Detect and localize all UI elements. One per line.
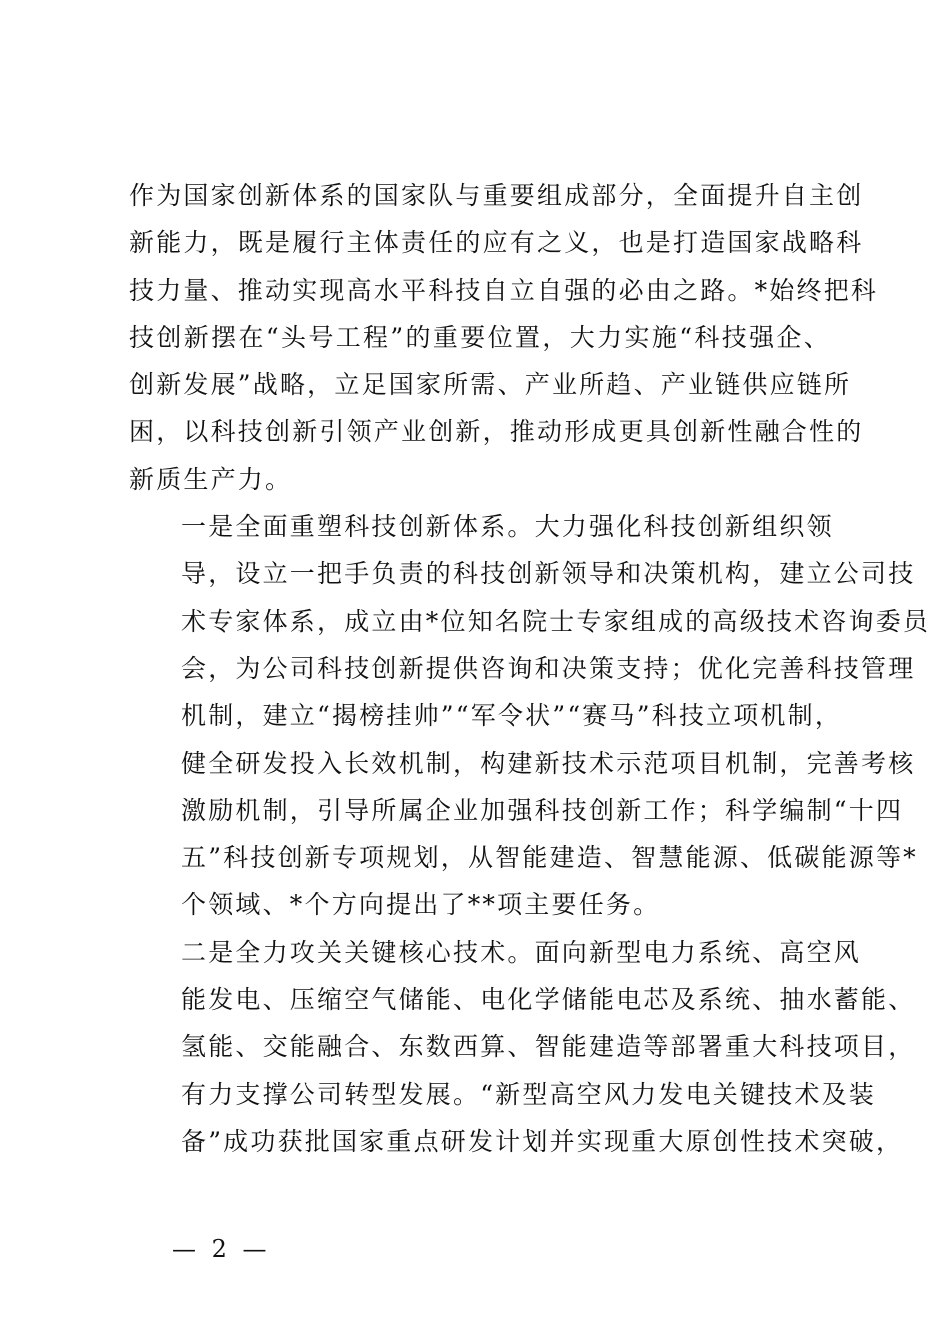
text-line: 五”科技创新专项规划，从智能建造、智慧能源、低碳能源等* xyxy=(181,843,918,873)
text-line: 困，以科技创新引领产业创新，推动形成更具创新性融合性的 xyxy=(129,417,864,447)
text-line: 作为国家创新体系的国家队与重要组成部分，全面提升自主创 xyxy=(129,181,864,210)
text-line: 健全研发投入长效机制，构建新技术示范项目机制，完善考核 xyxy=(181,748,916,778)
text-line: 创新发展”战略，立足国家所需、产业所趋、产业链供应链所 xyxy=(129,370,852,400)
text-line: 技力量、推动实现高水平科技自立自强的必由之路。*始终把科 xyxy=(129,275,879,305)
text-line: 技创新摆在“头号工程”的重要位置，大力实施“科技强企、 xyxy=(129,322,831,352)
paragraph xyxy=(129,172,879,503)
text-line: 备”成功获批国家重点研发计划并实现重大原创性技术突破， xyxy=(181,1126,904,1156)
text-line: 术专家体系，成立由*位知名院士专家组成的高级技术咨询委员 xyxy=(181,606,931,636)
text-line: 二是全力攻关关键核心技术。面向新型电力系统、高空风 xyxy=(181,937,862,967)
text-line: 机制，建立“揭榜挂帅”“军令状”“赛马”科技立项机制， xyxy=(181,701,843,731)
text-line: 会，为公司科技创新提供咨询和决策支持；优化完善科技管理 xyxy=(181,653,916,683)
paragraph xyxy=(129,503,931,929)
text-line: 氢能、交能融合、东数西算、智能建造等部署重大科技项目， xyxy=(181,1032,916,1062)
text-line: 一是全面重塑科技创新体系。大力强化科技创新组织领 xyxy=(181,512,834,542)
paragraph xyxy=(129,929,916,1165)
text-line: 新能力，既是履行主体责任的应有之义，也是打造国家战略科 xyxy=(129,228,864,258)
page-number: — 2 — xyxy=(172,1235,271,1263)
body-text xyxy=(129,172,931,1165)
text-line: 新质生产力。 xyxy=(129,464,293,494)
text-line: 能发电、压缩空气储能、电化学储能电芯及系统、抽水蓄能、 xyxy=(181,985,916,1015)
text-line: 导，设立一把手负责的科技创新领导和决策机构，建立公司技 xyxy=(181,559,916,589)
text-line: 激励机制，引导所属企业加强科技创新工作；科学编制“十四 xyxy=(181,795,904,825)
text-line: 个领域、*个方向提出了**项主要任务。 xyxy=(181,890,661,920)
text-line: 有力支撑公司转型发展。“新型高空风力发电关键技术及装 xyxy=(181,1079,876,1109)
